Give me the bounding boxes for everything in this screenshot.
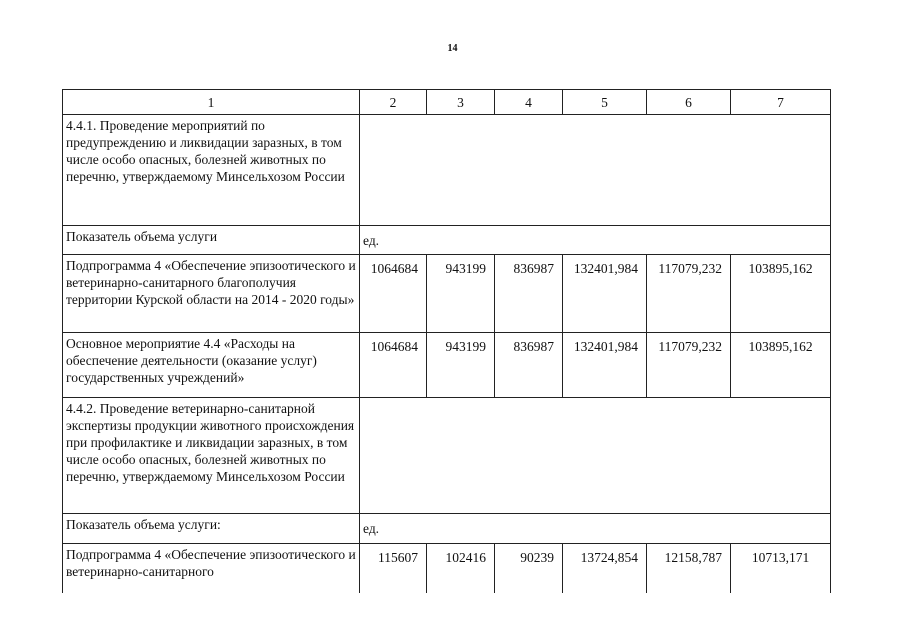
table-row	[63, 544, 831, 594]
table-row-indicator	[63, 514, 831, 544]
value-cell: 117079,232	[647, 333, 731, 398]
value-cell: 13724,854	[563, 544, 647, 594]
table-row-section	[63, 115, 831, 226]
row-label: Показатель объема услуги:	[63, 514, 360, 544]
value-cell: 117079,232	[647, 255, 731, 333]
value-cell: 115607	[360, 544, 427, 594]
value-cell: 10713,171	[731, 544, 831, 594]
row-label: Показатель объема услуги	[63, 226, 360, 255]
data-table	[62, 89, 831, 593]
empty-merged-cell	[360, 398, 831, 514]
value-cell: 1064684	[360, 333, 427, 398]
header-cell: 1	[63, 90, 360, 115]
value-cell: 132401,984	[563, 333, 647, 398]
unit-cell: ед.	[360, 226, 831, 255]
value-cell: 103895,162	[731, 255, 831, 333]
table-row-section	[63, 398, 831, 514]
value-cell: 90239	[495, 544, 563, 594]
header-cell: 2	[360, 90, 427, 115]
value-cell: 103895,162	[731, 333, 831, 398]
header-cell: 4	[495, 90, 563, 115]
value-cell: 1064684	[360, 255, 427, 333]
value-cell: 943199	[427, 255, 495, 333]
header-cell: 5	[563, 90, 647, 115]
row-label: Основное мероприятие 4.4 «Расходы на обеспечение деятельности (оказание услуг) государственных учреждений»	[63, 333, 360, 398]
table-row	[63, 255, 831, 333]
value-cell: 943199	[427, 333, 495, 398]
row-label: 4.4.1. Проведение мероприятий по предупреждению и ликвидации заразных, в том числе особо опасных, болезней животных по перечню, утверждаемому Минсельхозом России	[63, 115, 360, 226]
table-row	[63, 333, 831, 398]
row-label: Подпрограмма 4 «Обеспечение эпизоотического и ветеринарно-санитарного	[63, 544, 360, 594]
value-cell: 132401,984	[563, 255, 647, 333]
empty-merged-cell	[360, 115, 831, 226]
table-row-indicator	[63, 226, 831, 255]
header-cell: 3	[427, 90, 495, 115]
page-number: 14	[447, 43, 458, 54]
header-cell: 6	[647, 90, 731, 115]
value-cell: 12158,787	[647, 544, 731, 594]
row-label: 4.4.2. Проведение ветеринарно-санитарной экспертизы продукции животного происхождения при профилактике и ликвидации заразных, в том числе особо опасных, болезней животных по перечню, утверждаемому Минсельхозом России	[63, 398, 360, 514]
table-header-row	[63, 90, 831, 115]
header-cell: 7	[731, 90, 831, 115]
value-cell: 836987	[495, 255, 563, 333]
value-cell: 836987	[495, 333, 563, 398]
row-label: Подпрограмма 4 «Обеспечение эпизоотического и ветеринарно-санитарного благополучия территории Курской области на 2014 - 2020 годы»	[63, 255, 360, 333]
unit-cell: ед.	[360, 514, 831, 544]
value-cell: 102416	[427, 544, 495, 594]
